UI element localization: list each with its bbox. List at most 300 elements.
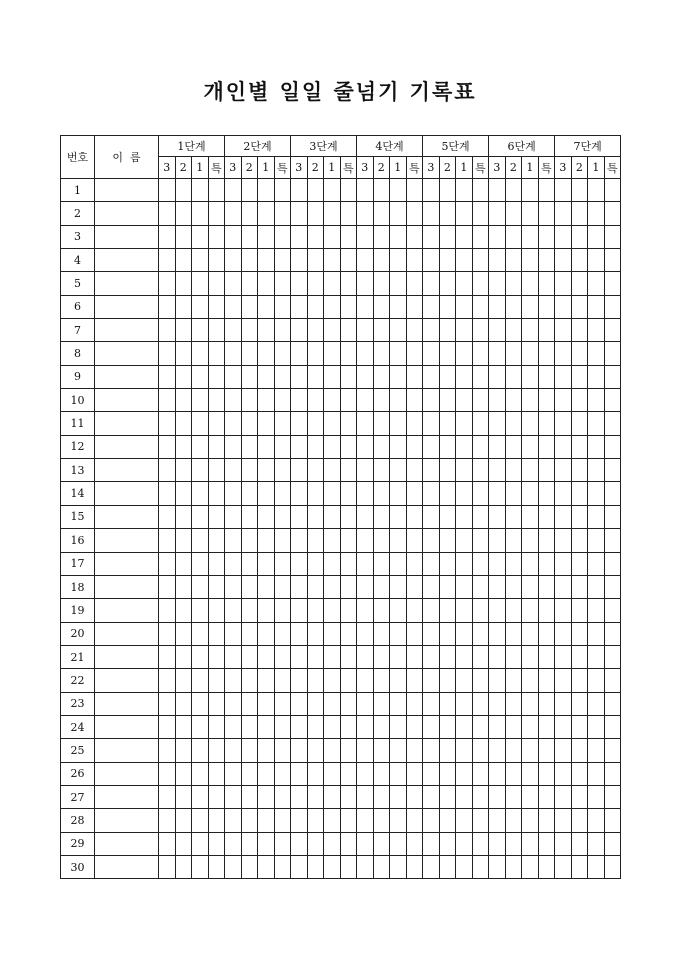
record-cell[interactable] <box>241 855 258 878</box>
record-cell[interactable] <box>604 482 621 505</box>
record-cell[interactable] <box>555 179 572 202</box>
record-cell[interactable] <box>439 739 456 762</box>
record-cell[interactable] <box>241 669 258 692</box>
record-cell[interactable] <box>357 505 374 528</box>
record-cell[interactable] <box>291 435 308 458</box>
record-cell[interactable] <box>505 482 522 505</box>
record-cell[interactable] <box>225 319 242 342</box>
record-cell[interactable] <box>571 389 588 412</box>
record-cell[interactable] <box>291 785 308 808</box>
record-cell[interactable] <box>571 739 588 762</box>
name-cell[interactable] <box>95 202 159 225</box>
record-cell[interactable] <box>274 552 291 575</box>
record-cell[interactable] <box>291 272 308 295</box>
record-cell[interactable] <box>241 809 258 832</box>
record-cell[interactable] <box>307 599 324 622</box>
record-cell[interactable] <box>423 342 440 365</box>
record-cell[interactable] <box>225 832 242 855</box>
record-cell[interactable] <box>357 389 374 412</box>
record-cell[interactable] <box>538 435 555 458</box>
record-cell[interactable] <box>192 482 209 505</box>
record-cell[interactable] <box>505 739 522 762</box>
record-cell[interactable] <box>489 272 506 295</box>
record-cell[interactable] <box>505 622 522 645</box>
record-cell[interactable] <box>489 762 506 785</box>
record-cell[interactable] <box>472 412 489 435</box>
record-cell[interactable] <box>307 832 324 855</box>
record-cell[interactable] <box>340 832 357 855</box>
record-cell[interactable] <box>505 692 522 715</box>
record-cell[interactable] <box>571 622 588 645</box>
name-cell[interactable] <box>95 482 159 505</box>
record-cell[interactable] <box>307 715 324 738</box>
record-cell[interactable] <box>274 809 291 832</box>
record-cell[interactable] <box>571 505 588 528</box>
record-cell[interactable] <box>357 272 374 295</box>
record-cell[interactable] <box>357 179 374 202</box>
record-cell[interactable] <box>406 249 423 272</box>
record-cell[interactable] <box>406 739 423 762</box>
record-cell[interactable] <box>307 622 324 645</box>
record-cell[interactable] <box>604 622 621 645</box>
record-cell[interactable] <box>225 505 242 528</box>
record-cell[interactable] <box>225 692 242 715</box>
record-cell[interactable] <box>423 389 440 412</box>
record-cell[interactable] <box>555 552 572 575</box>
record-cell[interactable] <box>538 645 555 668</box>
record-cell[interactable] <box>555 389 572 412</box>
record-cell[interactable] <box>604 529 621 552</box>
record-cell[interactable] <box>505 319 522 342</box>
record-cell[interactable] <box>456 505 473 528</box>
record-cell[interactable] <box>175 762 192 785</box>
record-cell[interactable] <box>555 342 572 365</box>
record-cell[interactable] <box>555 249 572 272</box>
record-cell[interactable] <box>522 225 539 248</box>
record-cell[interactable] <box>192 435 209 458</box>
record-cell[interactable] <box>522 529 539 552</box>
record-cell[interactable] <box>571 692 588 715</box>
record-cell[interactable] <box>390 482 407 505</box>
record-cell[interactable] <box>456 225 473 248</box>
record-cell[interactable] <box>522 645 539 668</box>
record-cell[interactable] <box>456 365 473 388</box>
record-cell[interactable] <box>208 599 225 622</box>
record-cell[interactable] <box>192 272 209 295</box>
record-cell[interactable] <box>571 552 588 575</box>
record-cell[interactable] <box>538 249 555 272</box>
record-cell[interactable] <box>307 389 324 412</box>
record-cell[interactable] <box>588 739 605 762</box>
name-cell[interactable] <box>95 295 159 318</box>
record-cell[interactable] <box>340 715 357 738</box>
record-cell[interactable] <box>489 412 506 435</box>
record-cell[interactable] <box>357 809 374 832</box>
record-cell[interactable] <box>489 622 506 645</box>
name-cell[interactable] <box>95 552 159 575</box>
record-cell[interactable] <box>439 762 456 785</box>
record-cell[interactable] <box>456 715 473 738</box>
record-cell[interactable] <box>555 459 572 482</box>
record-cell[interactable] <box>456 295 473 318</box>
record-cell[interactable] <box>555 272 572 295</box>
record-cell[interactable] <box>357 529 374 552</box>
record-cell[interactable] <box>241 785 258 808</box>
record-cell[interactable] <box>208 482 225 505</box>
name-cell[interactable] <box>95 575 159 598</box>
record-cell[interactable] <box>588 622 605 645</box>
record-cell[interactable] <box>159 645 176 668</box>
record-cell[interactable] <box>159 412 176 435</box>
record-cell[interactable] <box>324 365 341 388</box>
record-cell[interactable] <box>291 715 308 738</box>
record-cell[interactable] <box>241 319 258 342</box>
record-cell[interactable] <box>505 669 522 692</box>
record-cell[interactable] <box>588 202 605 225</box>
name-cell[interactable] <box>95 389 159 412</box>
record-cell[interactable] <box>472 179 489 202</box>
record-cell[interactable] <box>604 715 621 738</box>
record-cell[interactable] <box>357 832 374 855</box>
record-cell[interactable] <box>489 855 506 878</box>
record-cell[interactable] <box>571 295 588 318</box>
record-cell[interactable] <box>159 715 176 738</box>
record-cell[interactable] <box>192 692 209 715</box>
record-cell[interactable] <box>456 552 473 575</box>
record-cell[interactable] <box>192 855 209 878</box>
record-cell[interactable] <box>159 389 176 412</box>
record-cell[interactable] <box>472 832 489 855</box>
record-cell[interactable] <box>439 529 456 552</box>
record-cell[interactable] <box>324 599 341 622</box>
record-cell[interactable] <box>489 459 506 482</box>
record-cell[interactable] <box>505 599 522 622</box>
record-cell[interactable] <box>604 505 621 528</box>
record-cell[interactable] <box>159 739 176 762</box>
record-cell[interactable] <box>604 552 621 575</box>
record-cell[interactable] <box>274 832 291 855</box>
record-cell[interactable] <box>555 645 572 668</box>
record-cell[interactable] <box>357 575 374 598</box>
record-cell[interactable] <box>274 249 291 272</box>
record-cell[interactable] <box>357 225 374 248</box>
record-cell[interactable] <box>439 645 456 668</box>
record-cell[interactable] <box>208 435 225 458</box>
record-cell[interactable] <box>472 599 489 622</box>
record-cell[interactable] <box>522 809 539 832</box>
record-cell[interactable] <box>373 295 390 318</box>
record-cell[interactable] <box>423 179 440 202</box>
record-cell[interactable] <box>307 435 324 458</box>
record-cell[interactable] <box>159 225 176 248</box>
record-cell[interactable] <box>604 202 621 225</box>
record-cell[interactable] <box>241 272 258 295</box>
record-cell[interactable] <box>192 739 209 762</box>
record-cell[interactable] <box>588 832 605 855</box>
record-cell[interactable] <box>555 319 572 342</box>
record-cell[interactable] <box>357 785 374 808</box>
record-cell[interactable] <box>472 809 489 832</box>
record-cell[interactable] <box>274 529 291 552</box>
record-cell[interactable] <box>390 739 407 762</box>
record-cell[interactable] <box>324 785 341 808</box>
record-cell[interactable] <box>274 575 291 598</box>
record-cell[interactable] <box>241 832 258 855</box>
record-cell[interactable] <box>373 855 390 878</box>
record-cell[interactable] <box>258 762 275 785</box>
record-cell[interactable] <box>571 855 588 878</box>
record-cell[interactable] <box>192 785 209 808</box>
name-cell[interactable] <box>95 272 159 295</box>
record-cell[interactable] <box>489 785 506 808</box>
record-cell[interactable] <box>192 622 209 645</box>
record-cell[interactable] <box>406 459 423 482</box>
record-cell[interactable] <box>406 855 423 878</box>
record-cell[interactable] <box>340 319 357 342</box>
record-cell[interactable] <box>489 295 506 318</box>
record-cell[interactable] <box>456 435 473 458</box>
record-cell[interactable] <box>406 715 423 738</box>
record-cell[interactable] <box>588 342 605 365</box>
record-cell[interactable] <box>208 389 225 412</box>
record-cell[interactable] <box>175 342 192 365</box>
record-cell[interactable] <box>258 482 275 505</box>
record-cell[interactable] <box>373 342 390 365</box>
record-cell[interactable] <box>456 692 473 715</box>
record-cell[interactable] <box>588 505 605 528</box>
record-cell[interactable] <box>456 249 473 272</box>
record-cell[interactable] <box>489 482 506 505</box>
record-cell[interactable] <box>225 459 242 482</box>
record-cell[interactable] <box>274 739 291 762</box>
record-cell[interactable] <box>604 225 621 248</box>
record-cell[interactable] <box>571 832 588 855</box>
record-cell[interactable] <box>258 365 275 388</box>
record-cell[interactable] <box>522 482 539 505</box>
record-cell[interactable] <box>159 295 176 318</box>
record-cell[interactable] <box>241 622 258 645</box>
record-cell[interactable] <box>241 202 258 225</box>
record-cell[interactable] <box>439 715 456 738</box>
record-cell[interactable] <box>175 505 192 528</box>
record-cell[interactable] <box>439 319 456 342</box>
record-cell[interactable] <box>522 295 539 318</box>
record-cell[interactable] <box>258 739 275 762</box>
record-cell[interactable] <box>390 809 407 832</box>
record-cell[interactable] <box>192 295 209 318</box>
record-cell[interactable] <box>258 575 275 598</box>
record-cell[interactable] <box>208 249 225 272</box>
record-cell[interactable] <box>456 599 473 622</box>
record-cell[interactable] <box>307 552 324 575</box>
record-cell[interactable] <box>472 739 489 762</box>
record-cell[interactable] <box>390 622 407 645</box>
record-cell[interactable] <box>159 599 176 622</box>
record-cell[interactable] <box>324 855 341 878</box>
record-cell[interactable] <box>208 692 225 715</box>
record-cell[interactable] <box>274 272 291 295</box>
record-cell[interactable] <box>274 715 291 738</box>
record-cell[interactable] <box>456 529 473 552</box>
record-cell[interactable] <box>522 715 539 738</box>
record-cell[interactable] <box>340 809 357 832</box>
record-cell[interactable] <box>291 319 308 342</box>
record-cell[interactable] <box>439 505 456 528</box>
record-cell[interactable] <box>225 715 242 738</box>
record-cell[interactable] <box>159 669 176 692</box>
record-cell[interactable] <box>258 832 275 855</box>
record-cell[interactable] <box>274 645 291 668</box>
record-cell[interactable] <box>555 669 572 692</box>
record-cell[interactable] <box>241 575 258 598</box>
record-cell[interactable] <box>208 855 225 878</box>
record-cell[interactable] <box>505 505 522 528</box>
record-cell[interactable] <box>324 249 341 272</box>
record-cell[interactable] <box>522 435 539 458</box>
record-cell[interactable] <box>571 529 588 552</box>
record-cell[interactable] <box>604 785 621 808</box>
record-cell[interactable] <box>604 272 621 295</box>
record-cell[interactable] <box>489 319 506 342</box>
record-cell[interactable] <box>423 505 440 528</box>
record-cell[interactable] <box>291 575 308 598</box>
record-cell[interactable] <box>472 459 489 482</box>
record-cell[interactable] <box>604 832 621 855</box>
record-cell[interactable] <box>571 179 588 202</box>
record-cell[interactable] <box>423 622 440 645</box>
record-cell[interactable] <box>423 739 440 762</box>
record-cell[interactable] <box>357 669 374 692</box>
record-cell[interactable] <box>538 319 555 342</box>
record-cell[interactable] <box>390 645 407 668</box>
record-cell[interactable] <box>373 645 390 668</box>
record-cell[interactable] <box>423 762 440 785</box>
record-cell[interactable] <box>588 389 605 412</box>
record-cell[interactable] <box>291 692 308 715</box>
record-cell[interactable] <box>472 295 489 318</box>
record-cell[interactable] <box>472 202 489 225</box>
record-cell[interactable] <box>489 552 506 575</box>
record-cell[interactable] <box>522 575 539 598</box>
name-cell[interactable] <box>95 739 159 762</box>
name-cell[interactable] <box>95 505 159 528</box>
record-cell[interactable] <box>390 715 407 738</box>
record-cell[interactable] <box>291 342 308 365</box>
record-cell[interactable] <box>357 412 374 435</box>
record-cell[interactable] <box>225 599 242 622</box>
record-cell[interactable] <box>225 669 242 692</box>
record-cell[interactable] <box>588 225 605 248</box>
record-cell[interactable] <box>192 809 209 832</box>
record-cell[interactable] <box>208 202 225 225</box>
record-cell[interactable] <box>208 342 225 365</box>
record-cell[interactable] <box>357 459 374 482</box>
record-cell[interactable] <box>588 669 605 692</box>
record-cell[interactable] <box>208 669 225 692</box>
record-cell[interactable] <box>291 529 308 552</box>
record-cell[interactable] <box>555 575 572 598</box>
record-cell[interactable] <box>258 855 275 878</box>
record-cell[interactable] <box>489 179 506 202</box>
name-cell[interactable] <box>95 412 159 435</box>
record-cell[interactable] <box>571 319 588 342</box>
record-cell[interactable] <box>291 365 308 388</box>
record-cell[interactable] <box>274 692 291 715</box>
record-cell[interactable] <box>258 179 275 202</box>
record-cell[interactable] <box>192 225 209 248</box>
record-cell[interactable] <box>159 622 176 645</box>
record-cell[interactable] <box>175 225 192 248</box>
record-cell[interactable] <box>340 482 357 505</box>
record-cell[interactable] <box>555 505 572 528</box>
record-cell[interactable] <box>604 319 621 342</box>
record-cell[interactable] <box>175 529 192 552</box>
record-cell[interactable] <box>225 552 242 575</box>
record-cell[interactable] <box>324 412 341 435</box>
record-cell[interactable] <box>456 389 473 412</box>
record-cell[interactable] <box>258 389 275 412</box>
record-cell[interactable] <box>505 529 522 552</box>
record-cell[interactable] <box>241 505 258 528</box>
record-cell[interactable] <box>472 319 489 342</box>
record-cell[interactable] <box>456 319 473 342</box>
record-cell[interactable] <box>390 225 407 248</box>
record-cell[interactable] <box>390 855 407 878</box>
record-cell[interactable] <box>588 692 605 715</box>
record-cell[interactable] <box>538 785 555 808</box>
record-cell[interactable] <box>373 225 390 248</box>
record-cell[interactable] <box>604 809 621 832</box>
record-cell[interactable] <box>258 622 275 645</box>
record-cell[interactable] <box>489 202 506 225</box>
record-cell[interactable] <box>307 692 324 715</box>
record-cell[interactable] <box>241 715 258 738</box>
record-cell[interactable] <box>538 459 555 482</box>
record-cell[interactable] <box>307 459 324 482</box>
record-cell[interactable] <box>472 225 489 248</box>
record-cell[interactable] <box>588 529 605 552</box>
record-cell[interactable] <box>406 669 423 692</box>
record-cell[interactable] <box>505 342 522 365</box>
record-cell[interactable] <box>373 249 390 272</box>
record-cell[interactable] <box>489 739 506 762</box>
record-cell[interactable] <box>489 505 506 528</box>
name-cell[interactable] <box>95 319 159 342</box>
record-cell[interactable] <box>208 622 225 645</box>
record-cell[interactable] <box>324 459 341 482</box>
record-cell[interactable] <box>439 809 456 832</box>
record-cell[interactable] <box>423 529 440 552</box>
record-cell[interactable] <box>291 225 308 248</box>
record-cell[interactable] <box>538 295 555 318</box>
record-cell[interactable] <box>340 622 357 645</box>
record-cell[interactable] <box>307 575 324 598</box>
record-cell[interactable] <box>505 202 522 225</box>
record-cell[interactable] <box>340 295 357 318</box>
record-cell[interactable] <box>324 529 341 552</box>
record-cell[interactable] <box>538 505 555 528</box>
record-cell[interactable] <box>291 599 308 622</box>
record-cell[interactable] <box>324 575 341 598</box>
record-cell[interactable] <box>423 225 440 248</box>
record-cell[interactable] <box>340 342 357 365</box>
record-cell[interactable] <box>390 365 407 388</box>
record-cell[interactable] <box>604 389 621 412</box>
record-cell[interactable] <box>489 342 506 365</box>
record-cell[interactable] <box>192 365 209 388</box>
record-cell[interactable] <box>258 552 275 575</box>
record-cell[interactable] <box>291 412 308 435</box>
